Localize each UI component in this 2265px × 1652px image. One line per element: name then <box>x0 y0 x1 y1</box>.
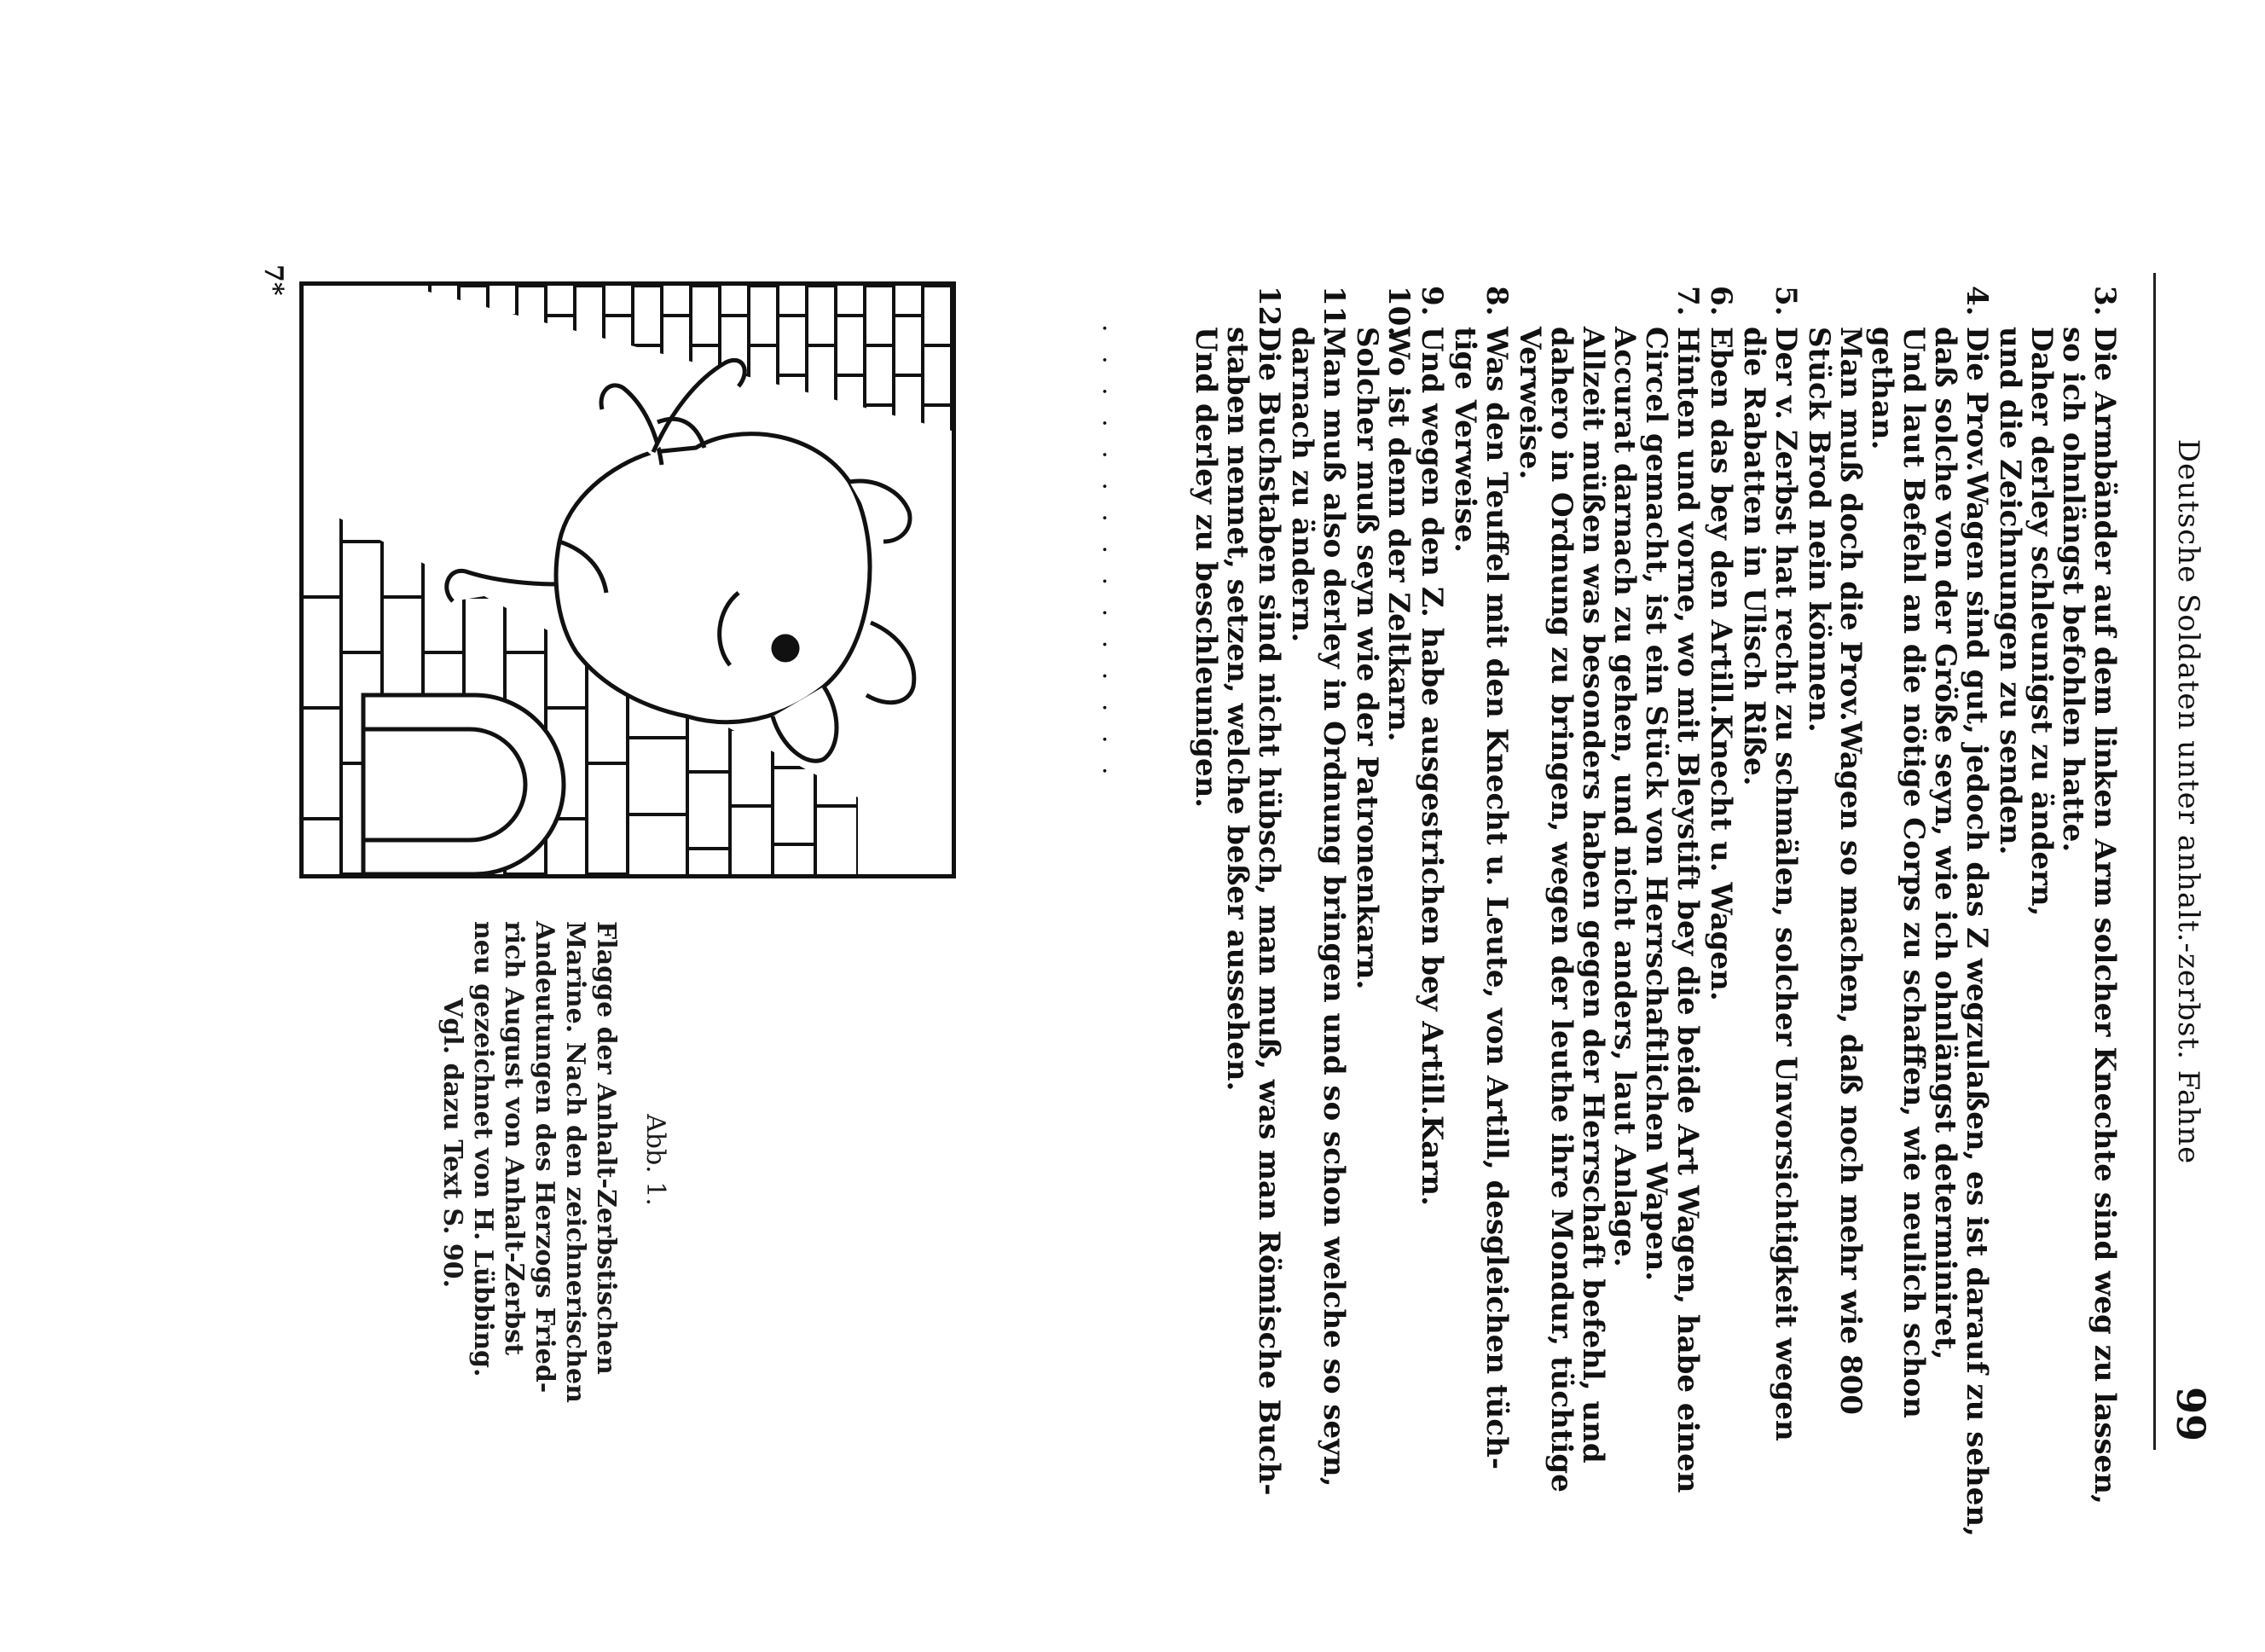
list-item <box>1351 286 1414 1403</box>
signature-mark: 7* <box>258 264 288 296</box>
list-item <box>1285 286 1351 1487</box>
list-item <box>1189 286 1286 1496</box>
item-line: so ich ohnlängst befohlen hatte. <box>2056 327 2090 853</box>
item-number: 6. <box>1704 286 1738 316</box>
caption-line: Flagge der Anhalt-Zerbstischen <box>591 921 621 1375</box>
caption-line: neu gezeichnet von H. Lübbing. <box>468 921 498 1377</box>
item-subline: Accurat darnach zu gehen, und nicht anders, laut Anlage. <box>1608 327 1642 1267</box>
item-line: Die Armbänder auf dem linken Arm solcher Knechte sind weg zu lassen, <box>2088 327 2122 1504</box>
item-line: darnach zu ändern. <box>1285 327 1319 643</box>
caption-line: Andeutungen des Herzogs Fried- <box>530 921 559 1394</box>
item-line: daß solche von der Größe seyn, wie ich ohnlängst determiniret, <box>1928 327 1962 1360</box>
item-number: 8. <box>1480 286 1514 316</box>
item-line: die Rabatten in Ulisch Riße. <box>1737 327 1771 786</box>
item-number: 4. <box>1960 286 1994 316</box>
caption-line: Marine. Nach den zeichnerischen <box>560 921 590 1403</box>
caption-title: Abb. 1. <box>640 1114 670 1206</box>
item-line: staben nennet, setzen, welche beßer aussehen. <box>1220 327 1254 1092</box>
list-item <box>1513 286 1705 1493</box>
item-number: 11. <box>1317 286 1351 337</box>
item-number: 3. <box>2088 286 2122 316</box>
item-line: Die Buchstaben sind nicht hübsch, man muß, was man Römische Buch- <box>1252 327 1286 1496</box>
item-number: 7. <box>1671 286 1705 316</box>
item-line: Circel gemacht, ist ein Stück von Herrschaftlichen Wapen. <box>1639 327 1673 1282</box>
list-item <box>1737 286 1803 1441</box>
caption-line: rich August von Anhalt-Zerbst <box>499 921 529 1356</box>
figure-caption <box>437 921 670 1403</box>
list-item <box>1993 286 2122 1504</box>
brick-wall-left <box>430 286 952 465</box>
item-line: Man muß also derley in Ordnung bringen und so schon welche so seyn, <box>1317 327 1351 1487</box>
item-number: 12. <box>1252 286 1286 337</box>
item-line: Und laut Befehl an die nötige Corps zu schaffen, wie neulich schon <box>1897 327 1931 1418</box>
item-subline: Daher derley schleunigst zu ändern, <box>2025 327 2059 917</box>
item-subline: Und derley zu beschleunigen. <box>1189 327 1223 809</box>
item-line: Eben das bey den Artill.Knecht u. Wagen. <box>1704 327 1738 1001</box>
item-line: Was den Teuffel mit den Knecht u. Leute, von Artill, desgleichen tüch- <box>1480 327 1514 1469</box>
item-line: tige Verweise. <box>1448 327 1482 554</box>
list-item <box>1802 286 1994 1537</box>
numbered-text-list <box>1188 286 2122 1537</box>
item-subline: dahero in Ordnung zu bringen, wegen der leuthe ihre Mondur, tüchtige <box>1544 327 1579 1493</box>
flag-drawing <box>304 286 952 874</box>
item-subline: Allzeit müßen was besonders haben gegen der Herrschaft befehl, und <box>1576 327 1610 1464</box>
item-subline: Solcher muß seyn wie der Patronenkarn. <box>1350 327 1384 990</box>
item-subline: Man muß doch die Prov.Wagen so machen, daß noch mehr wie 800 <box>1833 327 1868 1415</box>
figure-flag-illustration <box>299 281 956 878</box>
item-line: Hinten und vorne, wo mit Bleystift bey die beide Art Wagen, habe einen <box>1671 327 1705 1493</box>
list-item <box>1416 286 1447 1403</box>
item-number: 5. <box>1769 286 1803 316</box>
item-subline: Verweise. <box>1513 327 1547 480</box>
list-item <box>1448 286 1514 1469</box>
item-line: Die Prov.Wagen sind gut, jedoch das Z wegzulaßen, es ist darauf zu sehen, <box>1960 327 1994 1537</box>
item-number: 10. <box>1382 286 1416 337</box>
running-header <box>2153 273 2216 1450</box>
item-line: Und wegen den Z. habe ausgestrichen bey Artill.Karn. <box>1415 327 1449 1206</box>
list-item <box>1705 286 1736 1403</box>
arch-gate <box>363 695 564 874</box>
caption-reference: Vgl. dazu Text S. 90. <box>437 998 467 1289</box>
item-subline: Stück Brod nein können. <box>1802 327 1836 733</box>
caption-body <box>437 921 621 1403</box>
header-title: Deutsche Soldaten unter anhalt.-zerbst. Fahne <box>2171 438 2205 1165</box>
item-subline: und die Zeichnungen zu senden. <box>1993 327 2027 855</box>
item-line: Wo ist denn der Zeltkarn. <box>1382 327 1416 742</box>
item-line: Der v. Zerbst hat recht zu schmälen, solcher Unvorsichtigkeit wegen <box>1769 327 1803 1441</box>
page-number: 99 <box>2168 1386 2214 1441</box>
ellipsis-dots: . . . . . . . . . . . . . . . <box>1097 324 1127 783</box>
item-line: gethan. <box>1865 327 1899 450</box>
item-number: 9. <box>1415 286 1449 316</box>
